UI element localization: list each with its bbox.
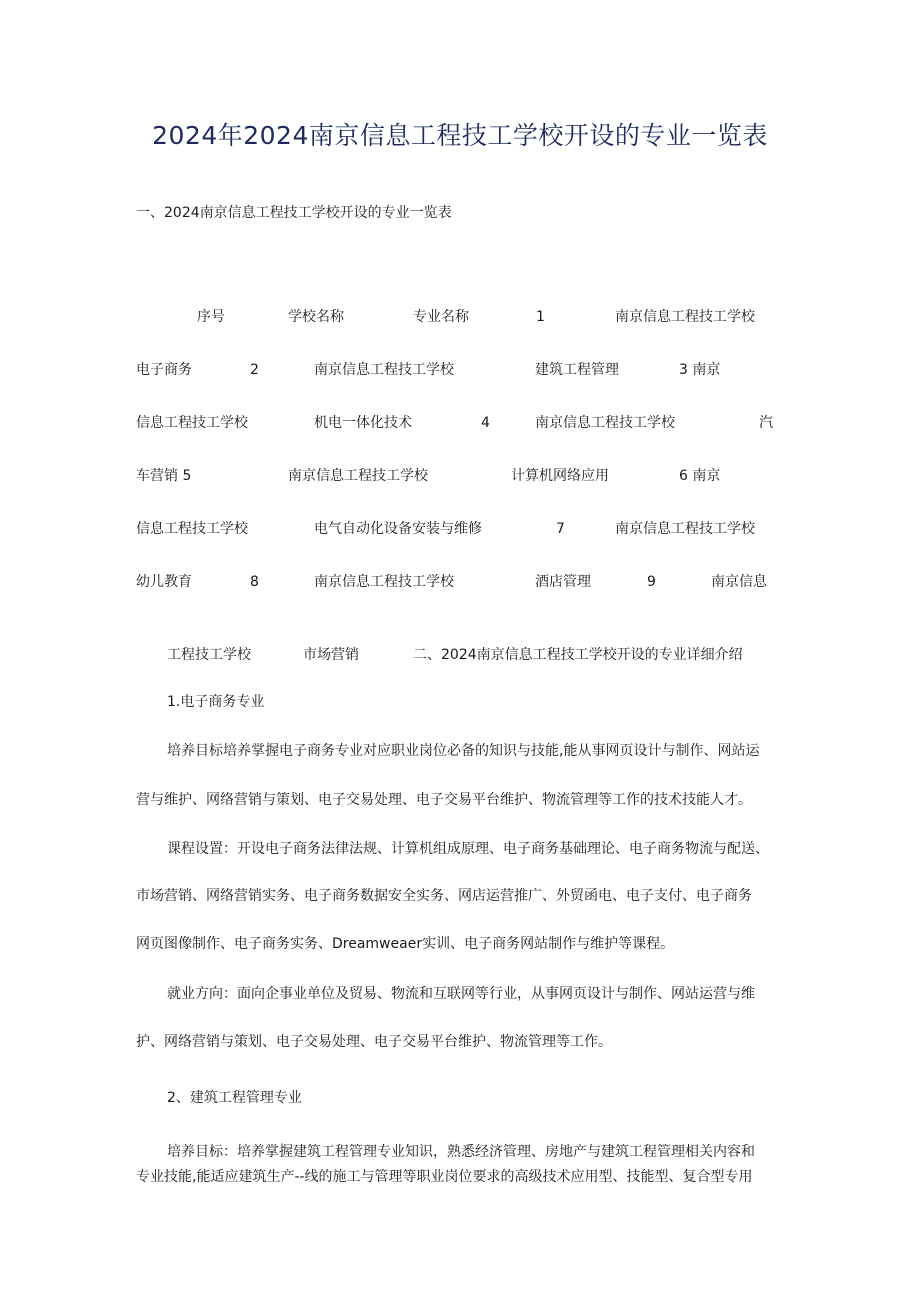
table-cell: 计算机网络应用 <box>511 468 609 484</box>
table-cell: 南京信息 <box>711 574 767 590</box>
table-cell: 幼儿教育 <box>136 574 192 590</box>
table-cell: 工程技工学校 <box>167 647 251 663</box>
table-cell: 电子商务 <box>136 362 192 378</box>
table-cell: 1 <box>536 309 545 325</box>
table-cell: 市场营销 <box>303 647 359 663</box>
table-cell: 电气自动化设备安装与维修 <box>314 521 482 537</box>
table-cell: 6 南京 <box>679 468 721 484</box>
table-cell: 南京信息工程技工学校 <box>615 521 755 537</box>
table-cell: 酒店管理 <box>535 574 591 590</box>
section-heading-1: 一、2024南京信息工程技工学校开设的专业一览表 <box>136 205 452 221</box>
table-cell: 汽 <box>759 415 773 431</box>
section-heading-2: 二、2024南京信息工程技工学校开设的专业详细介绍 <box>413 647 743 663</box>
table-cell: 车营销 5 <box>136 468 192 484</box>
paragraph-line: 网页图像制作、电子商务实务、Dreamweaer实训、电子商务网站制作与维护等课程。 <box>136 936 675 952</box>
table-cell: 专业名称 <box>413 309 469 325</box>
table-cell: 序号 <box>197 309 225 325</box>
paragraph-line: 护、网络营销与策划、电子交易处理、电子交易平台维护、物流管理等工作。 <box>136 1034 612 1050</box>
table-cell: 3 南京 <box>679 362 721 378</box>
paragraph-line: 培养目标：培养掌握建筑工程管理专业知识，熟悉经济管理、房地产与建筑工程管理相关内容和 <box>167 1144 755 1160</box>
table-cell: 4 <box>481 415 490 431</box>
table-cell: 8 <box>250 574 259 590</box>
paragraph-line: 课程设置：开设电子商务法律法规、计算机组成原理、电子商务基础理论、电子商务物流与配送、 <box>167 841 769 857</box>
paragraph-line: 市场营销、网络营销实务、电子商务数据安全实务、网店运营推广、外贸函电、电子支付、电子商务 <box>136 888 752 904</box>
table-cell: 机电一体化技术 <box>314 415 412 431</box>
subheading-construction: 2、建筑工程管理专业 <box>167 1090 302 1106</box>
table-cell: 南京信息工程技工学校 <box>288 468 428 484</box>
table-cell: 南京信息工程技工学校 <box>615 309 755 325</box>
table-cell: 建筑工程管理 <box>535 362 619 378</box>
paragraph-line: 培养目标培养掌握电子商务专业对应职业岗位必备的知识与技能,能从事网页设计与制作、网站运 <box>167 743 760 759</box>
paragraph-line: 就业方向：面向企事业单位及贸易、物流和互联网等行业，从事网页设计与制作、网站运营与维 <box>167 986 755 1002</box>
table-cell: 南京信息工程技工学校 <box>314 362 454 378</box>
table-cell: 学校名称 <box>288 309 344 325</box>
paragraph-line: 营与维护、网络营销与策划、电子交易处理、电子交易平台维护、物流管理等工作的技术技能人才。 <box>136 792 752 808</box>
table-cell: 信息工程技工学校 <box>136 521 248 537</box>
table-cell: 南京信息工程技工学校 <box>535 415 675 431</box>
paragraph-line: 专业技能,能适应建筑生产--线的施工与管理等职业岗位要求的高级技术应用型、技能型、复合型专用 <box>136 1169 753 1185</box>
subheading-ecommerce: 1.电子商务专业 <box>167 694 265 710</box>
page-title: 2024年2024南京信息工程技工学校开设的专业一览表 <box>152 121 768 150</box>
table-cell: 9 <box>647 574 656 590</box>
table-cell: 信息工程技工学校 <box>136 415 248 431</box>
table-cell: 7 <box>556 521 565 537</box>
table-cell: 2 <box>250 362 259 378</box>
table-cell: 南京信息工程技工学校 <box>314 574 454 590</box>
